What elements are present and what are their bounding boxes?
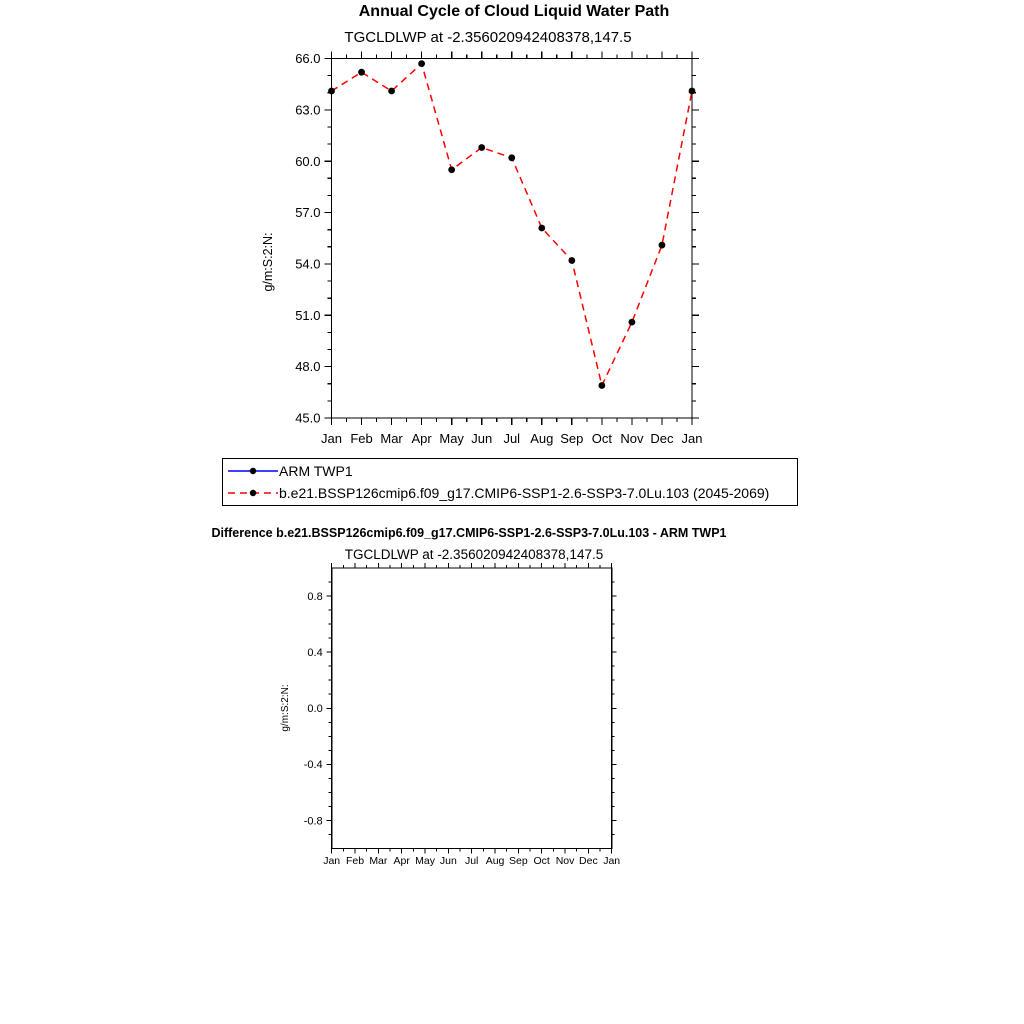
y-tick-label: 0.4 bbox=[307, 647, 323, 659]
x-tick-label: Apr bbox=[411, 431, 432, 446]
y-tick-label: 45.0 bbox=[295, 410, 321, 426]
plot-frame bbox=[332, 59, 693, 419]
data-point-marker bbox=[568, 257, 575, 264]
y-tick-label: 51.0 bbox=[295, 307, 321, 323]
y-tick-label: -0.8 bbox=[303, 815, 323, 828]
x-tick-label: Jan bbox=[323, 855, 341, 867]
y-axis-title: g/m:S:2:N: bbox=[280, 684, 291, 732]
difference-chart-title: Difference b.e21.BSSP126cmip6.f09_g17.CMIP6-SSP1-2.6-SSP3-7.0Lu.103 - ARM TWP1 bbox=[211, 526, 727, 540]
data-point-marker bbox=[418, 60, 425, 67]
series-line bbox=[332, 64, 693, 386]
y-tick-label: 57.0 bbox=[295, 205, 321, 221]
y-axis-title: g/m:S:2:N: bbox=[261, 232, 275, 292]
data-point-marker bbox=[358, 69, 365, 76]
x-tick-label: Sep bbox=[560, 431, 584, 446]
difference-chart-subtitle: TGCLDLWP at -2.356020942408378,147.5 bbox=[344, 547, 604, 562]
legend-label-model: b.e21.BSSP126cmip6.f09_g17.CMIP6-SSP1-2.6-SSP3-7.0Lu.103 (2045-2069) bbox=[279, 485, 770, 502]
x-tick-label: Sep bbox=[509, 855, 528, 867]
x-tick-label: May bbox=[439, 431, 464, 446]
data-point-marker bbox=[659, 242, 666, 249]
data-point-marker bbox=[598, 382, 605, 389]
page-title: Annual Cycle of Cloud Liquid Water Path bbox=[358, 3, 670, 20]
data-point-marker bbox=[629, 319, 636, 326]
x-tick-label: Aug bbox=[530, 431, 554, 446]
data-point-marker bbox=[328, 88, 335, 95]
x-tick-label: Dec bbox=[579, 855, 598, 867]
x-tick-label: Nov bbox=[555, 855, 575, 867]
legend-row-arm-twp1 bbox=[223, 460, 797, 481]
y-tick-label: 0.8 bbox=[307, 590, 323, 603]
data-point-marker bbox=[508, 154, 515, 161]
x-tick-label: Jun bbox=[439, 855, 457, 867]
y-tick-label: 60.0 bbox=[295, 153, 321, 169]
x-tick-label: Jun bbox=[471, 431, 493, 446]
y-tick-label: 0.0 bbox=[307, 703, 323, 716]
x-tick-label: Feb bbox=[350, 431, 373, 446]
plot-frame bbox=[332, 568, 612, 849]
x-tick-label: May bbox=[415, 855, 435, 867]
main-chart-subtitle: TGCLDLWP at -2.356020942408378,147.5 bbox=[344, 29, 632, 46]
x-tick-label: Feb bbox=[345, 855, 365, 867]
data-point-marker bbox=[538, 225, 545, 232]
y-tick-label: 54.0 bbox=[295, 256, 321, 272]
legend-row-model bbox=[223, 483, 797, 504]
y-tick-label: 48.0 bbox=[295, 359, 321, 375]
x-tick-label: Apr bbox=[393, 855, 410, 867]
y-tick-label: 63.0 bbox=[295, 102, 321, 118]
x-tick-label: Nov bbox=[620, 431, 644, 446]
x-tick-label: Mar bbox=[369, 855, 388, 867]
x-tick-label: Jul bbox=[503, 431, 521, 446]
x-tick-label: Oct bbox=[591, 431, 612, 446]
y-tick-label: 66.0 bbox=[295, 51, 321, 67]
legend-sample-line-solid bbox=[223, 464, 279, 478]
x-tick-label: Aug bbox=[485, 855, 505, 867]
data-point-marker bbox=[388, 88, 395, 95]
x-tick-label: Jul bbox=[464, 855, 479, 867]
x-tick-label: Jan bbox=[321, 431, 342, 446]
legend-sample-line-dashed bbox=[223, 486, 279, 500]
x-tick-label: Dec bbox=[650, 431, 674, 446]
x-tick-label: Oct bbox=[533, 855, 550, 867]
data-point-marker bbox=[689, 88, 696, 95]
y-tick-label: -0.4 bbox=[303, 759, 323, 772]
legend-label-arm-twp1: ARM TWP1 bbox=[279, 462, 353, 479]
legend-box bbox=[222, 458, 798, 506]
data-point-marker bbox=[478, 144, 485, 151]
x-tick-label: Mar bbox=[380, 431, 403, 446]
data-point-marker bbox=[448, 166, 455, 173]
x-tick-label: Jan bbox=[681, 431, 703, 446]
x-tick-label: Jan bbox=[603, 855, 621, 867]
